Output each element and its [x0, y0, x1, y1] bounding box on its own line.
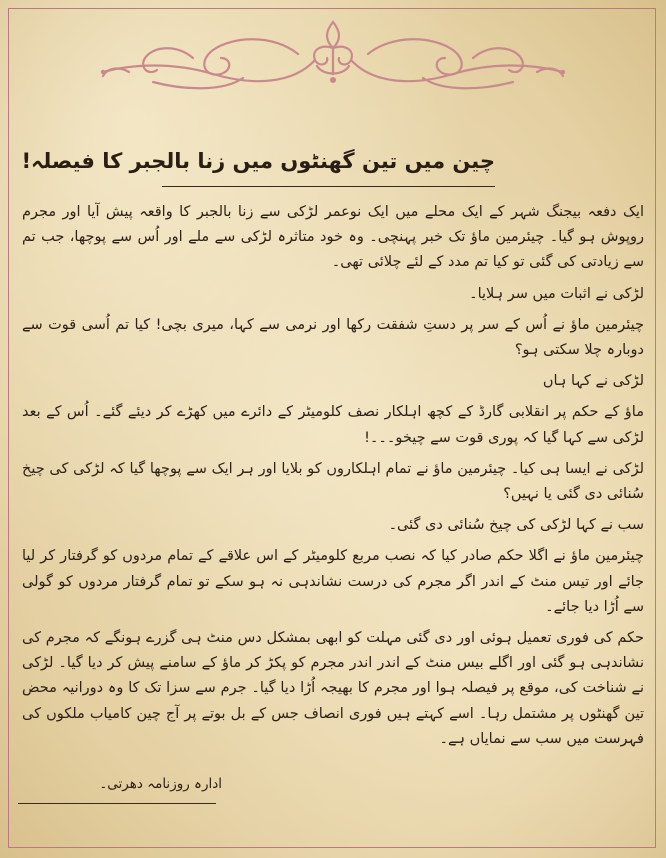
paragraph: لڑکی نے کہا ہاں	[542, 373, 644, 390]
paragraph: ماؤ کے حکم پر انقلابی گارڈ کے کچھ اہلکار نصف کلومیٹر کے دائرے میں کھڑے کر دیئے گئے۔ اُس کے بعد لڑکی سے کہا گیا کہ پوری قوت سے چیخو۔۔۔!	[22, 404, 644, 446]
source-credit: ادارہ روزنامہ دھرتی۔	[99, 776, 222, 792]
article-title: چین میں تین گھنٹوں میں زنا بالجبر کا فیصلہ!	[21, 149, 495, 173]
paragraph: لڑکی نے اثبات میں سر ہلایا۔	[469, 285, 644, 302]
paragraph: ایک دفعہ بیجنگ شہر کے ایک محلے میں ایک نوعمر لڑکی سے زنا بالجبر کا واقعہ پیش آیا اور مجرم روپوش ہو گیا۔ چیئرمین ماؤ تک خبر پہنچی۔ وہ خود متاثرہ لڑکی سے ملے اور اُس سے پوچھا، جب تم سے زیادتی کی گئی تو کیا تم مدد کے لئے چلائی تھی۔	[22, 204, 644, 271]
decorative-scroll-ornament	[93, 14, 573, 94]
paragraph: حکم کی فوری تعمیل ہوئی اور دی گئی مہلت کو ابھی بمشکل دس منٹ ہی گزرے ہونگے کہ مجرم کی نشاندہی ہو گئی اور اگلے بیس منٹ کے اندر اندر مجرم کو پکڑ کر ماؤ کے سامنے پیش کر دیا گیا۔ لڑکی نے شناخت کی، موقع پر فیصلہ ہوا اور مجرم کا بھیجہ اُڑا دیا گیا۔ جرم سے سزا تک کا وہ دورانیہ محض تین گھنٹوں پر مشتمل رہا۔ اسے کہتے ہیں فوری انصاف جس کے بل بوتے پر آج چین کامیاب ملکوں کی فہرست میں سب سے نمایاں ہے۔	[22, 630, 644, 747]
paragraph: چیئرمین ماؤ نے اُس کے سر پر دستِ شفقت رکھا اور نرمی سے کہا، میری بچی! کیا تم اُسی قوت سے دوبارہ چلا سکتی ہو؟	[22, 316, 644, 359]
paragraph: چیئرمین ماؤ نے اگلا حکم صادر کیا کہ نصب مربع کلومیٹر کے اس علاقے کے تمام مردوں کو گرفتار کر لیا جائے اور تیس منٹ کے اندر اگر مجرم کی درست نشاندہی نہ ہو سکے تو تمام گرفتار مردوں کو گولی سے اُڑا دیا جائے۔	[22, 548, 644, 615]
paragraph: لڑکی نے ایسا ہی کیا۔ چیئرمین ماؤ نے تمام اہلکاروں کو بلایا اور ہر ایک سے پوچھا گیا کہ لڑکی کی چیخ سُنائی دی گئی یا نہیں؟	[22, 460, 644, 503]
article-body	[22, 200, 644, 758]
title-underline	[162, 186, 495, 187]
credit-underline	[18, 803, 216, 804]
paragraph: سب نے کہا لڑکی کی چیخ سُنائی دی گئی۔	[388, 517, 644, 534]
title-container	[21, 145, 495, 177]
